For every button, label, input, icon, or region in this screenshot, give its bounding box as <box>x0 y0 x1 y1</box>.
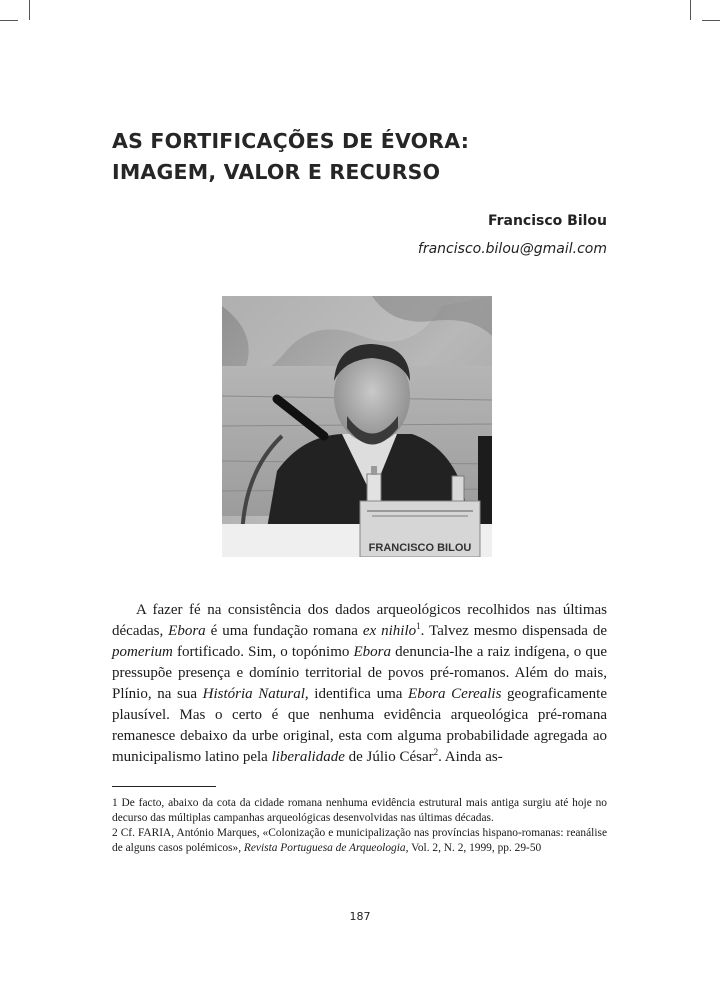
body-paragraph: A fazer fé na consistência dos dados arqueológicos recolhidos nas últimas décadas, Ebora é uma fundação romana ex nihilo$^1$. Talvez mesmo dispensada de pomerium fortificado. Sim, o topónimo Ebora denuncia-lhe a raiz indígena, o que pressupõe presença e domínio territorial de povos pré-romanos. Além do mais, Plínio, na sua História Natural, identifica uma Ebora Cerealis geograficamente plausível. Mas o certo é que nenhuma evidência arqueológica pré-romana remanesce debaixo da urbe original, esta com alguma probabilidade agregada ao municipalismo latino pela liberalidade de Júlio César$^2$. Ainda as- <box>112 602 608 765</box>
footnote-ref-1[interactable]: 1 <box>416 621 421 631</box>
footnote-2: 2 Cf. FARIA, António Marques, «Colonização e municipalização nas províncias hispano-romanas: reanálise de alguns casos polémicos», Revista Portuguesa de Arqueologia, Vol. 2, N. 2, 1999, pp. 29-50 <box>112 827 607 854</box>
page-number: 187 <box>349 910 371 923</box>
footnotes <box>112 796 607 856</box>
crop-mark <box>690 0 691 20</box>
crop-mark <box>29 0 30 20</box>
crop-mark <box>0 20 18 21</box>
footnote-ref-2[interactable]: 2 <box>433 747 439 757</box>
footnote-divider <box>112 786 216 787</box>
title-line-2: IMAGEM, VALOR E RECURSO <box>112 160 441 184</box>
title-line-1: AS FORTIFICAÇÕES DE ÉVORA: <box>112 129 470 153</box>
author-photo <box>222 296 492 557</box>
photo-image <box>222 296 492 557</box>
author-email: francisco.bilou@gmail.com <box>417 241 607 257</box>
crop-mark <box>702 20 720 21</box>
author-name: Francisco Bilou <box>487 213 607 229</box>
footnote-1: 1 De facto, abaixo da cota da cidade romana nenhuma evidência estrutural mais antiga surgiu até hoje no decurso das múltiplas campanhas arqueológicas desenvolvidas nas últimas décadas. <box>112 797 607 824</box>
page-title <box>112 126 612 188</box>
name-placard: FRANCISCO BILOU <box>368 542 472 554</box>
